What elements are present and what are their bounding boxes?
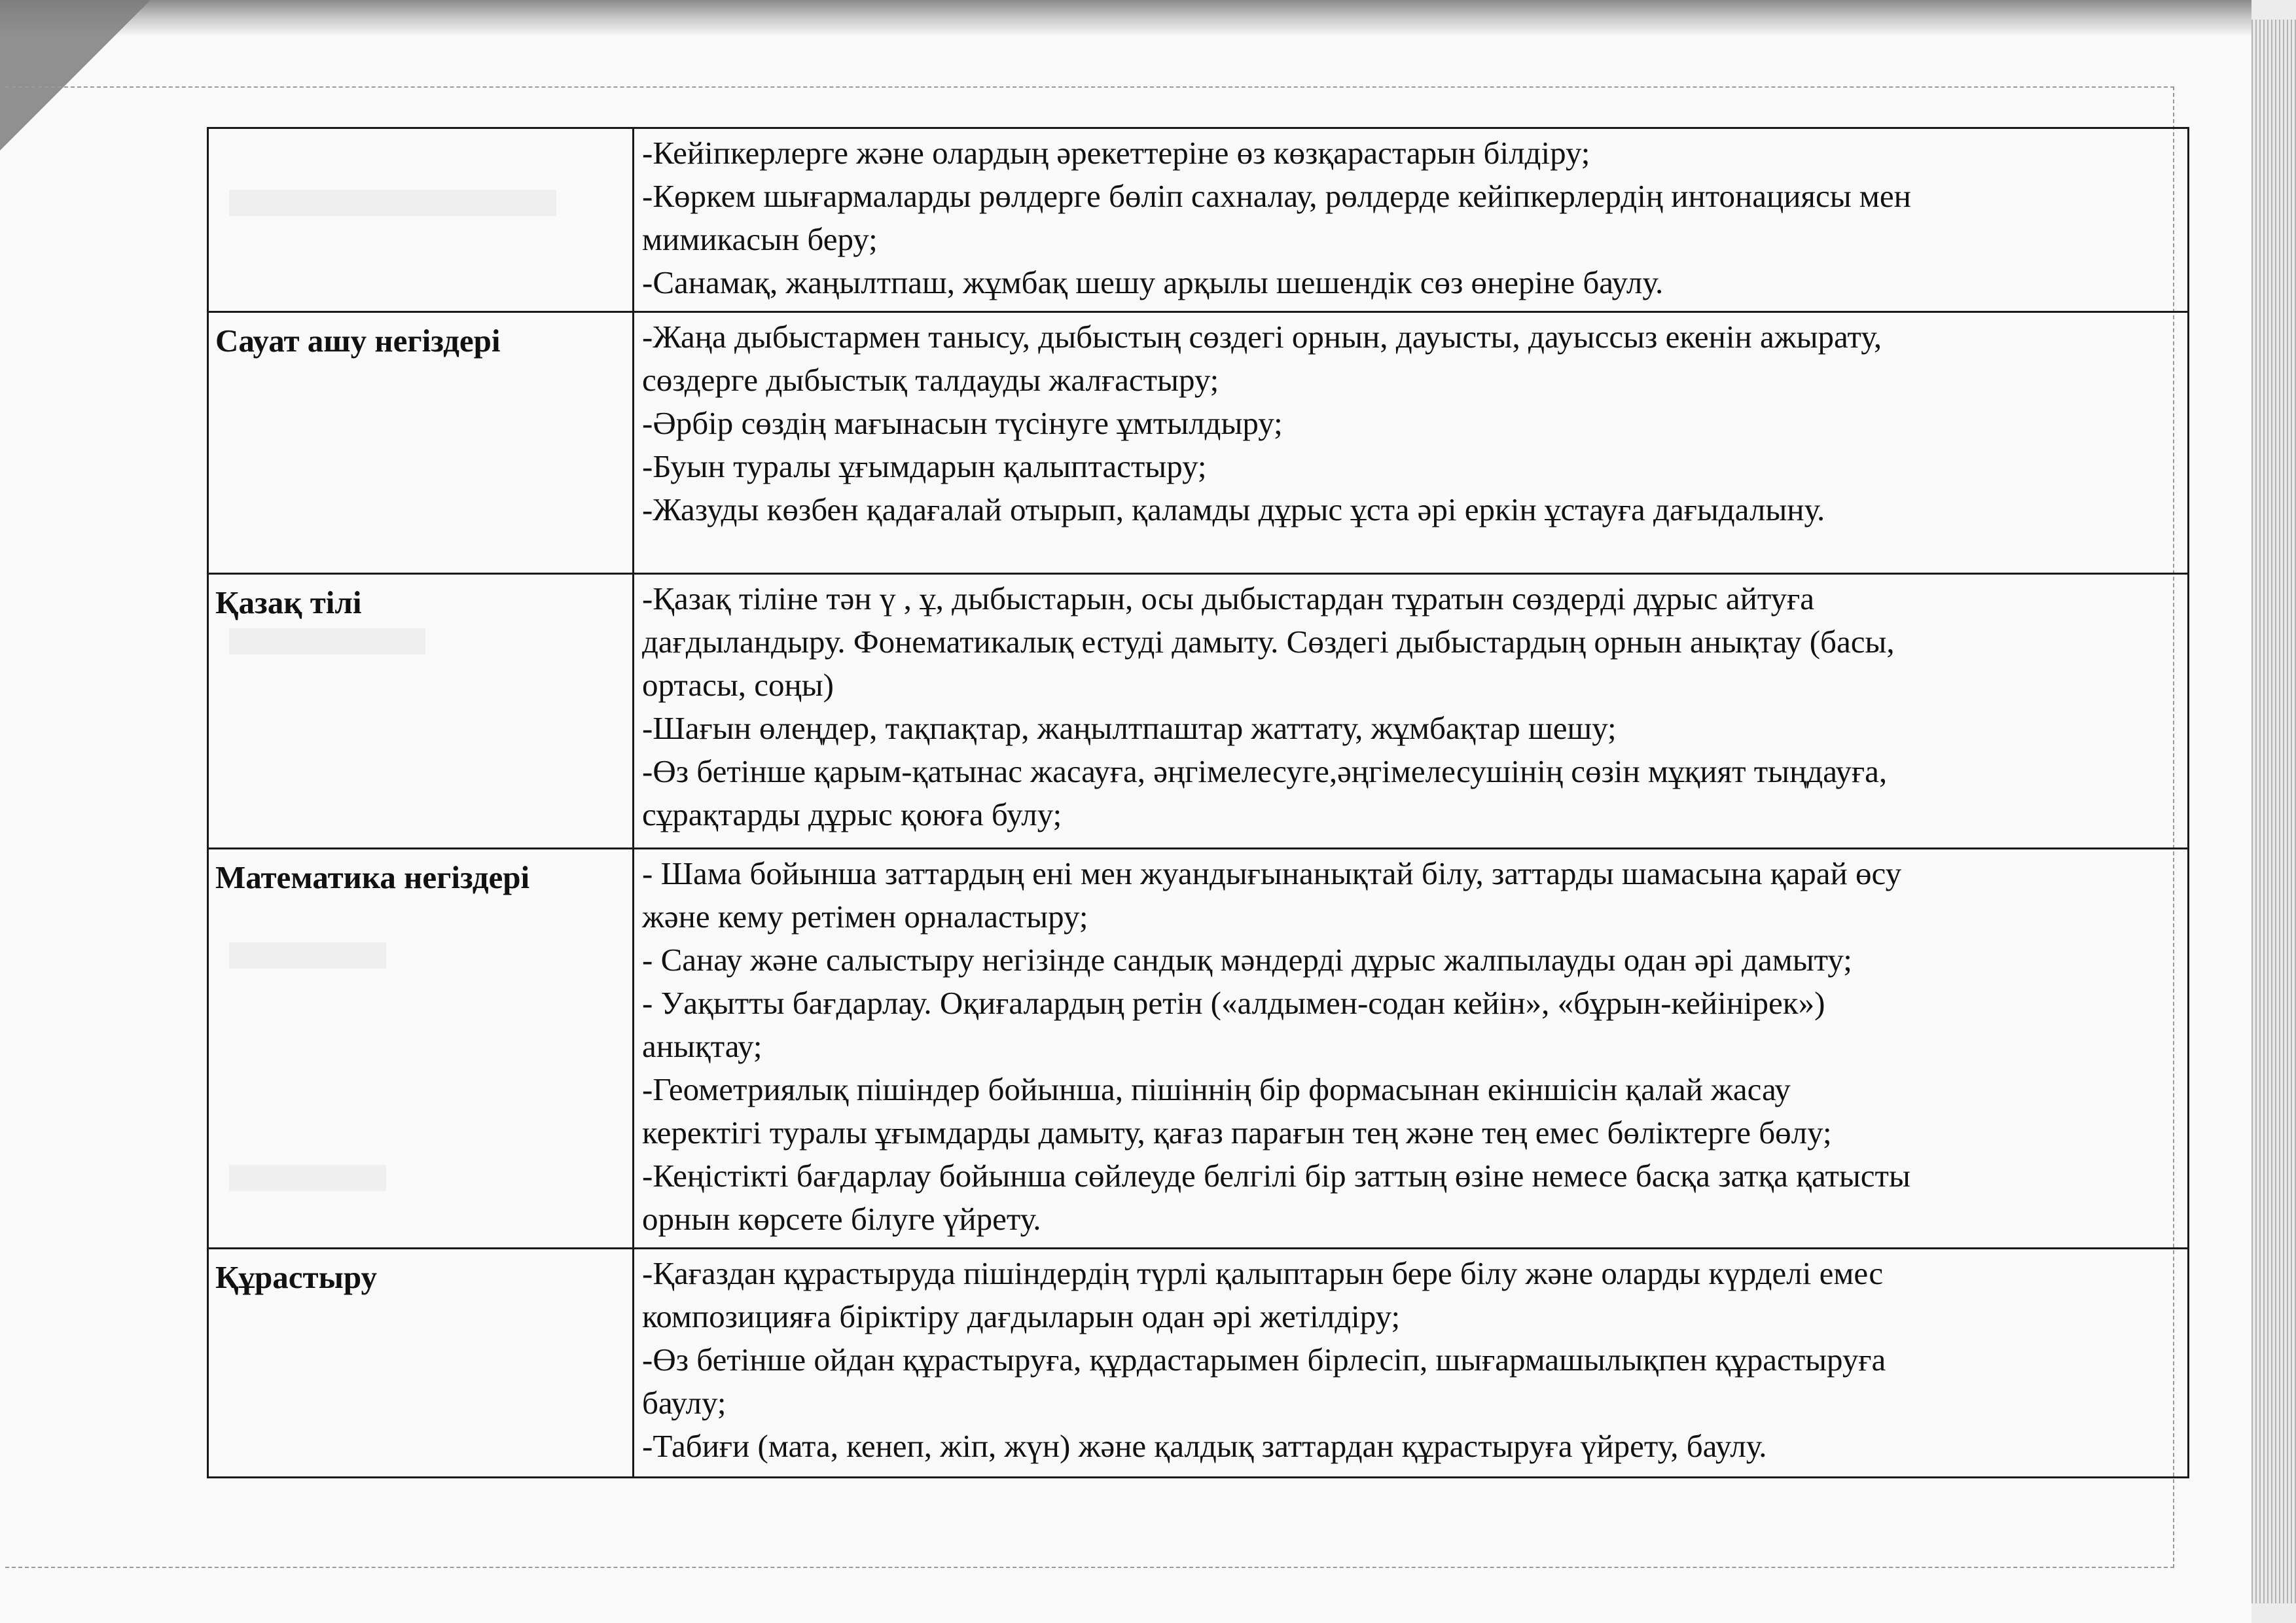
- content-line: -Өз бетінше ойдан құрастыруға, құрдастарымен бірлесіп, шығармашылықпен құрастыруға: [642, 1342, 1886, 1378]
- content-cell: [634, 1249, 2189, 1478]
- content-line: -Өз бетінше қарым-қатынас жасауға, әңгімелесуге,әңгімелесушінің сөзін мұқият тыңдауға,: [642, 753, 1888, 789]
- content-cell: [634, 312, 2189, 574]
- curriculum-table: [207, 127, 2189, 1478]
- subject-cell: Сауат ашу негіздері: [208, 312, 634, 574]
- content-line: -Санамақ, жаңылтпаш, жұмбақ шешу арқылы шешендік сөз өнеріне баулу.: [642, 264, 1664, 300]
- content-line: сөздерге дыбыстық талдауды жалғастыру;: [642, 362, 1219, 398]
- table-row: [208, 849, 2189, 1249]
- content-line: -Буын туралы ұғымдарын қалыптастыру;: [642, 448, 1207, 484]
- content-cell: [634, 849, 2189, 1249]
- content-line: композицияға біріктіру дағдыларын одан әрі жетілдіру;: [642, 1298, 1401, 1334]
- table-row: [208, 128, 2189, 312]
- content-cell: [634, 574, 2189, 849]
- subject-cell: Құрастыру: [208, 1249, 634, 1478]
- scan-shadow-top: [0, 0, 2251, 37]
- content-line: керектігі туралы ұғымдарды дамыту, қағаз парағын тең және тең емес бөліктерге бөлу;: [642, 1115, 1832, 1150]
- content-line: -Жазуды көзбен қадағалай отырып, қаламды дұрыс ұста әрі еркін ұстауға дағыдалыну.: [642, 491, 1825, 527]
- content-line: орнын көрсете білуге үйрету.: [642, 1201, 1041, 1237]
- content-line: -Кейіпкерлерге және олардың әрекеттеріне өз көзқарастарын білдіру;: [642, 135, 1590, 171]
- content-line: анықтау;: [642, 1028, 762, 1064]
- subject-cell: [208, 128, 634, 312]
- content-line: -Геометриялық пішіндер бойынша, пішіннің бір формасынан екіншісін қалай жасау: [642, 1071, 1791, 1107]
- content-line: -Табиғи (мата, кенеп, жіп, жүн) және қалдық заттардан құрастыруға үйрету, баулу.: [642, 1428, 1767, 1464]
- content-line: - Санау және салыстыру негізінде сандық мәндерді дұрыс жалпылауды одан әрі дамыту;: [642, 942, 1852, 978]
- content-line: - Шама бойынша заттардың ені мен жуандығынанықтай білу, заттарды шамасына қарай өсу: [642, 855, 1902, 891]
- content-line: -Кеңістікті бағдарлау бойынша сөйлеуде белгілі бір заттың өзіне немесе басқа затқа қатысты: [642, 1158, 1910, 1194]
- content-line: - Уақытты бағдарлау. Оқиғалардың ретін («алдымен-содан кейін», «бұрын-кейінірек»): [642, 985, 1825, 1021]
- content-line: -Қазақ тіліне тән ү , ұ, дыбыстарын, осы дыбыстардан тұратын сөздерді дұрыс айтуға: [642, 580, 1815, 616]
- content-line: сұрақтарды дұрыс қоюға булу;: [642, 796, 1062, 832]
- content-cell: [634, 128, 2189, 312]
- subject-cell: Математика негіздері: [208, 849, 634, 1249]
- content-line: -Әрбір сөздің мағынасын түсінуге ұмтылдыру;: [642, 405, 1283, 441]
- content-line: -Шағын өлеңдер, тақпақтар, жаңылтпаштар жаттату, жұмбақтар шешу;: [642, 710, 1617, 746]
- content-line: -Қағаздан құрастыруда пішіндердің түрлі қалыптарын бере білу және оларды күрделі емес: [642, 1255, 1884, 1291]
- book-page-edges: [2251, 20, 2296, 1603]
- content-line: және кему ретімен орналастыру;: [642, 899, 1088, 935]
- subject-cell: Қазақ тілі: [208, 574, 634, 849]
- content-line: -Жаңа дыбыстармен танысу, дыбыстың сөздегі орнын, дауысты, дауыссыз екенін ажырату,: [642, 319, 1882, 355]
- content-line: -Көркем шығармаларды рөлдерге бөліп сахналау, рөлдерде кейіпкерлердің интонациясы мен: [642, 178, 1911, 214]
- table-row: [208, 574, 2189, 849]
- content-line: дағдыландыру. Фонематикалық естуді дамыту. Сөздегі дыбыстардың орнын анықтау (басы,: [642, 624, 1895, 660]
- content-line: ортасы, соңы): [642, 667, 834, 703]
- table-row: [208, 312, 2189, 574]
- content-line: баулу;: [642, 1385, 726, 1421]
- content-line: мимикасын беру;: [642, 221, 878, 257]
- table-row: [208, 1249, 2189, 1478]
